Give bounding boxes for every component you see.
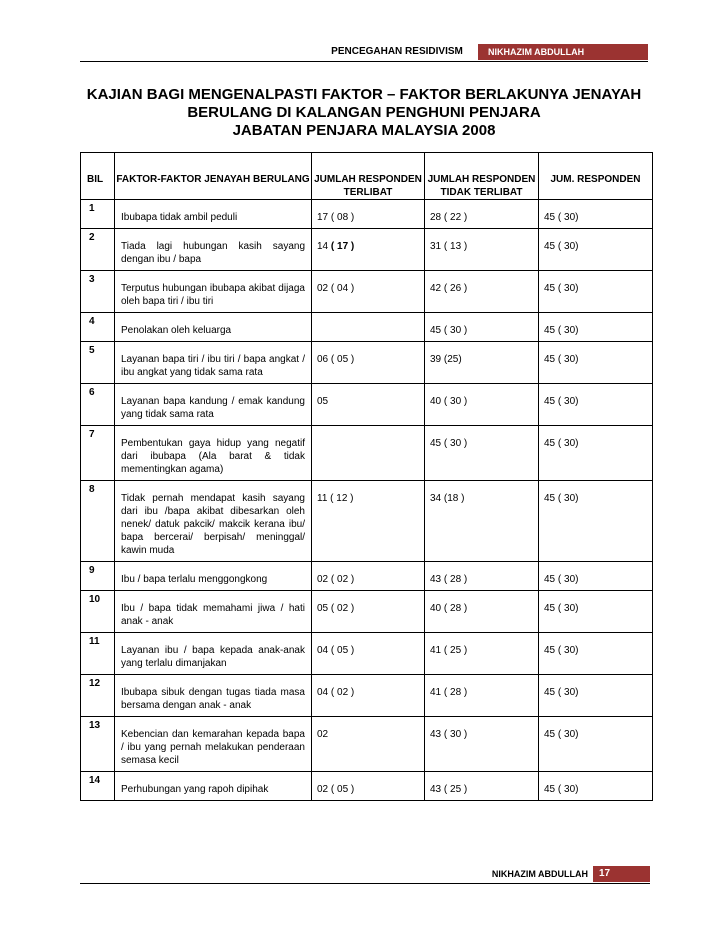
table-row (81, 271, 653, 313)
jumlah-cell: 45 ( 30) (539, 591, 653, 633)
row-number: 5 (81, 342, 115, 384)
factor-cell: Layanan bapa kandung / emak kandung yang tidak sama rata (115, 384, 312, 426)
factor-cell: Kebencian dan kemarahan kepada bapa / ibu yang pernah melakukan penderaan semasa kecil (115, 717, 312, 772)
tidak-terlibat-cell: 31 ( 13 ) (425, 229, 539, 271)
jumlah-cell: 45 ( 30) (539, 481, 653, 562)
header-divider (80, 61, 648, 62)
factor-cell: Ibu / bapa terlalu menggongkong (115, 562, 312, 591)
table-row (81, 384, 653, 426)
row-number: 7 (81, 426, 115, 481)
jumlah-cell: 45 ( 30) (539, 675, 653, 717)
table-row (81, 481, 653, 562)
footer-divider (80, 883, 650, 884)
tidak-terlibat-cell: 43 ( 28 ) (425, 562, 539, 591)
jumlah-cell: 45 ( 30) (539, 271, 653, 313)
factor-cell: Tidak pernah mendapat kasih sayang dari ibu /bapa akibat dibesarkan oleh nenek/ datuk pakcik/ makcik kerana ibu/ bapa bercerai/ berpisah/ meninggal/ kawin muda (115, 481, 312, 562)
table-header-row (81, 153, 653, 200)
terlibat-cell: 05 (312, 384, 425, 426)
table-row (81, 772, 653, 801)
tidak-terlibat-cell: 40 ( 28 ) (425, 591, 539, 633)
table-row (81, 426, 653, 481)
table-row (81, 633, 653, 675)
factor-cell: Terputus hubungan ibubapa akibat dijaga oleh bapa tiri / ibu tiri (115, 271, 312, 313)
factor-cell: Tiada lagi hubungan kasih sayang dengan ibu / bapa (115, 229, 312, 271)
row-number: 14 (81, 772, 115, 801)
terlibat-cell (312, 426, 425, 481)
jumlah-cell: 45 ( 30) (539, 562, 653, 591)
tidak-terlibat-cell: 40 ( 30 ) (425, 384, 539, 426)
header-tidak-terlibat: JUMLAH RESPONDEN TIDAK TERLIBAT (425, 153, 539, 200)
factors-table (80, 152, 653, 801)
tidak-terlibat-cell: 34 (18 ) (425, 481, 539, 562)
header-jumlah: JUM. RESPONDEN (539, 153, 653, 200)
jumlah-cell: 45 ( 30) (539, 426, 653, 481)
tidak-terlibat-cell: 41 ( 25 ) (425, 633, 539, 675)
jumlah-cell: 45 ( 30) (539, 229, 653, 271)
header-section-title: PENCEGAHAN RESIDIVISM (331, 46, 463, 57)
tidak-terlibat-cell: 45 ( 30 ) (425, 313, 539, 342)
row-number: 3 (81, 271, 115, 313)
row-number: 4 (81, 313, 115, 342)
terlibat-cell: 02 (312, 717, 425, 772)
terlibat-cell (312, 313, 425, 342)
jumlah-cell: 45 ( 30) (539, 717, 653, 772)
page-number: 17 (593, 866, 650, 882)
title-line-1: KAJIAN BAGI MENGENALPASTI FAKTOR – FAKTOR BERLAKUNYA JENAYAH (86, 86, 642, 103)
factor-cell: Ibu / bapa tidak memahami jiwa / hati anak - anak (115, 591, 312, 633)
jumlah-cell: 45 ( 30) (539, 313, 653, 342)
terlibat-cell: 02 ( 02 ) (312, 562, 425, 591)
tidak-terlibat-cell: 42 ( 26 ) (425, 271, 539, 313)
row-number: 9 (81, 562, 115, 591)
table-body (81, 200, 653, 801)
tidak-terlibat-cell: 39 (25) (425, 342, 539, 384)
terlibat-cell: 11 ( 12 ) (312, 481, 425, 562)
terlibat-cell: 02 ( 04 ) (312, 271, 425, 313)
terlibat-cell: 04 ( 05 ) (312, 633, 425, 675)
factor-cell: Pembentukan gaya hidup yang negatif dari ibubapa (Ala barat & tidak mementingkan agama) (115, 426, 312, 481)
row-number: 10 (81, 591, 115, 633)
tidak-terlibat-cell: 41 ( 28 ) (425, 675, 539, 717)
header-bil: BIL (81, 153, 115, 200)
footer-author: NIKHAZIM ABDULLAH (491, 869, 588, 879)
tidak-terlibat-cell: 28 ( 22 ) (425, 200, 539, 229)
document-title (80, 86, 648, 140)
table-row (81, 717, 653, 772)
terlibat-cell: 14 ( 17 ) (312, 229, 425, 271)
jumlah-cell: 45 ( 30) (539, 772, 653, 801)
table-row (81, 591, 653, 633)
factor-cell: Perhubungan yang rapoh dipihak (115, 772, 312, 801)
title-line-2: BERULANG DI KALANGAN PENGHUNI PENJARA (187, 104, 541, 121)
row-number: 13 (81, 717, 115, 772)
factor-cell: Penolakan oleh keluarga (115, 313, 312, 342)
jumlah-cell: 45 ( 30) (539, 200, 653, 229)
factor-cell: Layanan ibu / bapa kepada anak-anak yang terlalu dimanjakan (115, 633, 312, 675)
table-row (81, 342, 653, 384)
factor-cell: Layanan bapa tiri / ibu tiri / bapa angkat / ibu angkat yang tidak sama rata (115, 342, 312, 384)
table-row (81, 313, 653, 342)
page-header (320, 44, 648, 60)
row-number: 8 (81, 481, 115, 562)
title-line-3: JABATAN PENJARA MALAYSIA 2008 (232, 122, 496, 139)
row-number: 1 (81, 200, 115, 229)
table-row (81, 562, 653, 591)
tidak-terlibat-cell: 43 ( 25 ) (425, 772, 539, 801)
jumlah-cell: 45 ( 30) (539, 384, 653, 426)
tidak-terlibat-cell: 43 ( 30 ) (425, 717, 539, 772)
factor-cell: Ibubapa sibuk dengan tugas tiada masa bersama dengan anak - anak (115, 675, 312, 717)
row-number: 11 (81, 633, 115, 675)
row-number: 6 (81, 384, 115, 426)
terlibat-cell: 05 ( 02 ) (312, 591, 425, 633)
header-terlibat: JUMLAH RESPONDEN TERLIBAT (312, 153, 425, 200)
table-row (81, 200, 653, 229)
header-faktor: FAKTOR-FAKTOR JENAYAH BERULANG (115, 153, 312, 200)
row-number: 12 (81, 675, 115, 717)
row-number: 2 (81, 229, 115, 271)
terlibat-cell: 04 ( 02 ) (312, 675, 425, 717)
terlibat-cell: 02 ( 05 ) (312, 772, 425, 801)
header-author: NIKHAZIM ABDULLAH (478, 44, 648, 60)
table-row (81, 229, 653, 271)
page-footer (472, 866, 650, 882)
factor-cell: Ibubapa tidak ambil peduli (115, 200, 312, 229)
jumlah-cell: 45 ( 30) (539, 633, 653, 675)
tidak-terlibat-cell: 45 ( 30 ) (425, 426, 539, 481)
table-row (81, 675, 653, 717)
jumlah-cell: 45 ( 30) (539, 342, 653, 384)
terlibat-cell: 06 ( 05 ) (312, 342, 425, 384)
terlibat-cell: 17 ( 08 ) (312, 200, 425, 229)
